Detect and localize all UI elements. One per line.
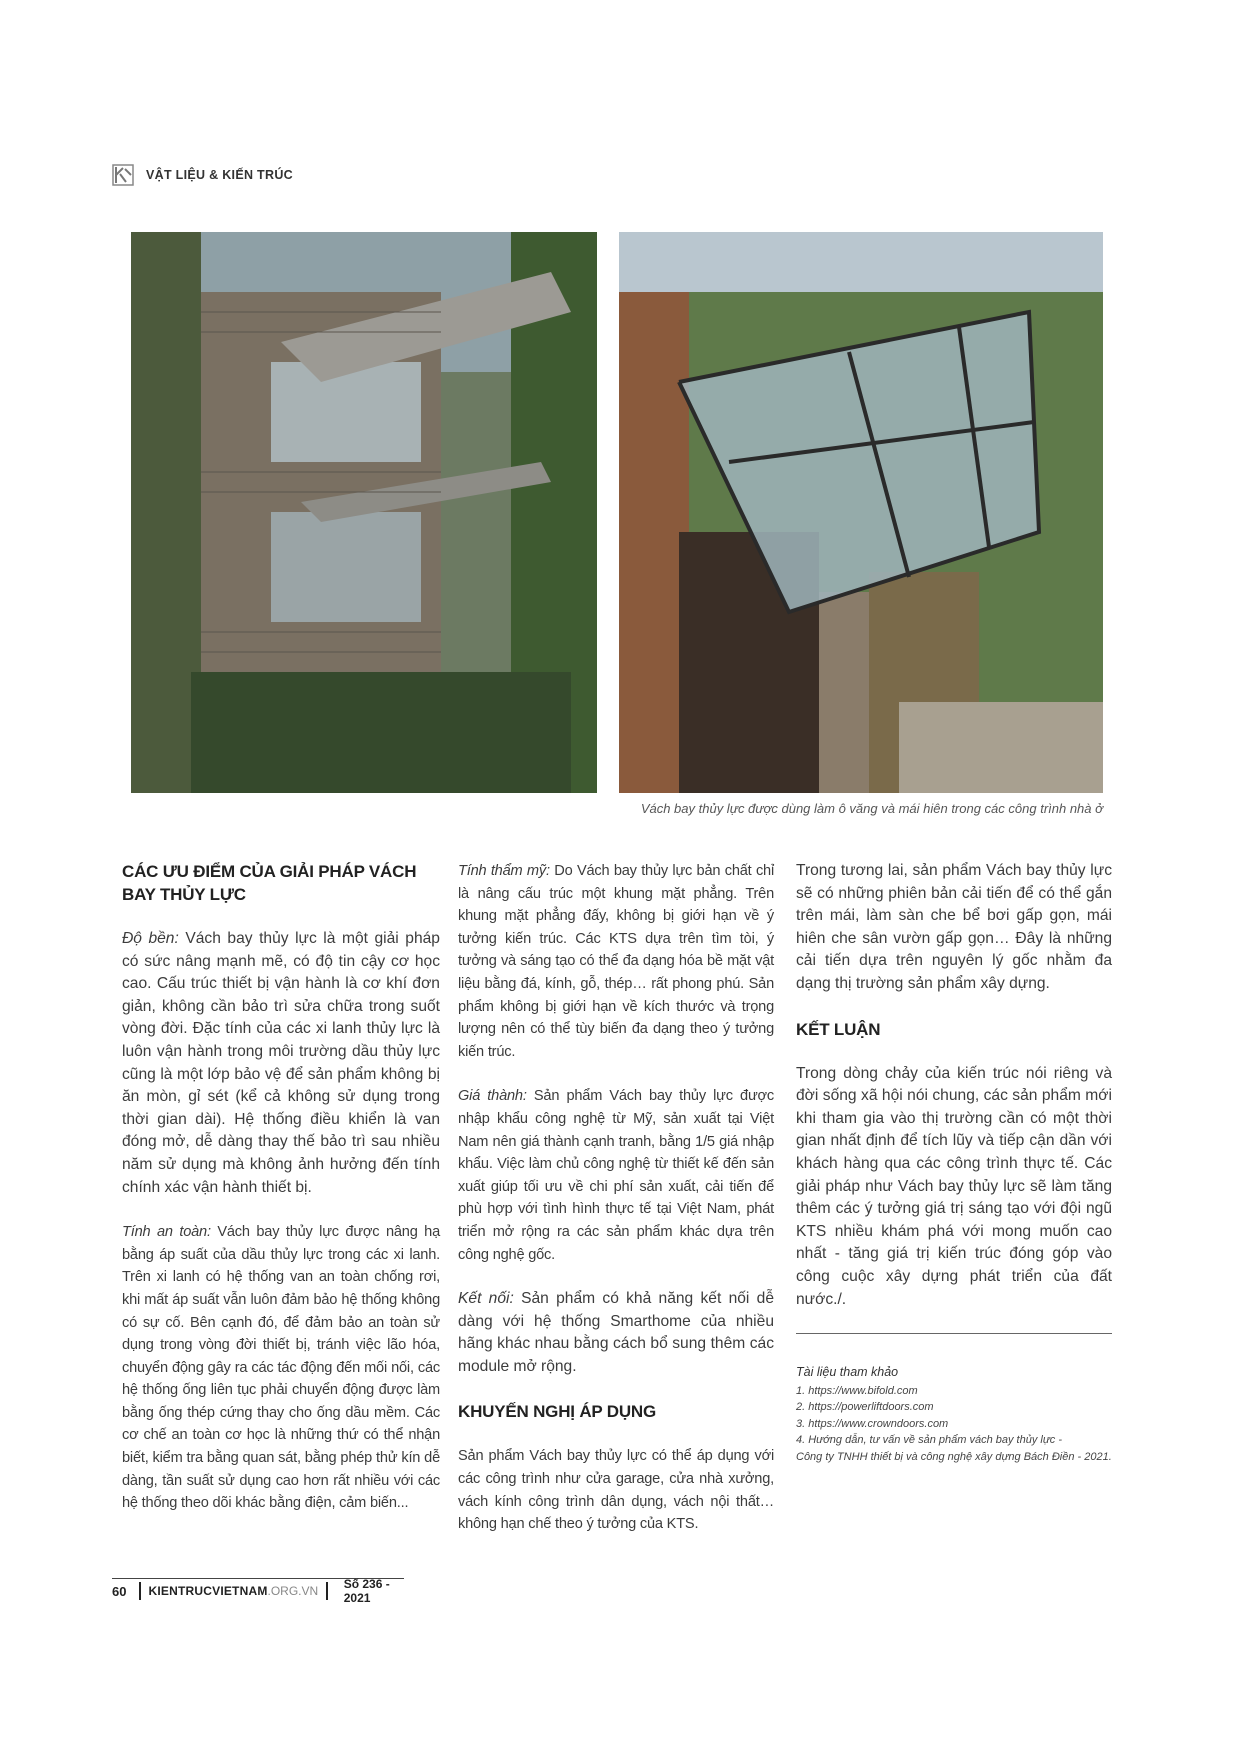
reference-item: Công ty TNHH thiết bị và công nghệ xây dựng Bách Điền - 2021.	[796, 1450, 1112, 1463]
aesthetics-label: Tính thẩm mỹ:	[458, 863, 550, 879]
references-title: Tài liệu tham khảo	[796, 1365, 899, 1380]
column-advantages	[122, 860, 440, 1537]
reference-item: 3. https://www.crowndoors.com	[796, 1417, 949, 1430]
aesthetics-paragraph	[458, 860, 774, 1063]
page-number: 60	[112, 1583, 127, 1599]
photo-caption: Vách bay thủy lực được dùng làm ô văng và mái hiên trong các công trình nhà ở	[640, 801, 1103, 816]
hydraulic-canopy-image	[619, 232, 1103, 793]
price-text: Sản phẩm Vách bay thủy lực được nhập khẩu công nghệ từ Mỹ, sản xuất tại Việt Nam nên giá thành cạnh tranh, bằng 1/5 giá nhập khẩu. Việc làm chủ công nghệ từ thiết kế đến sản xuất giúp tối ưu về chi phí sản xuất, cải tiến để phù hợp với tình hình thực tế tại Việt Nam, phát triển mở rộng ra các sản phẩm khác dựa trên công nghệ gốc.	[458, 1088, 774, 1263]
reference-item: 2. https://powerliftdoors.com	[796, 1401, 934, 1414]
building-louver-photo	[131, 232, 597, 793]
aesthetics-text: Do Vách bay thủy lực bản chất chỉ là nâng cấu trúc một khung mặt phẳng. Trên khung mặt phẳng đấy, không bị giới hạn về ý tưởng kiến trúc. Các KTS dựa trên tìm tòi, ý tưởng và sáng tạo có thể đa dạng hóa bề mặt vật liệu bằng đá, kính, gỗ, thép… rất phong phú. Sản phẩm không bị giới hạn về kích thước và trọng lượng nên có thể tùy biến đa dạng theo ý tưởng kiến trúc.	[458, 863, 774, 1060]
durability-label: Độ bền:	[122, 930, 179, 947]
references-list	[796, 1364, 1112, 1465]
issue-number: Số 236 - 2021	[343, 1577, 390, 1605]
references-divider	[796, 1333, 1112, 1334]
connectivity-text: Sản phẩm có khả năng kết nối dễ dàng với hệ thống Smarthome của nhiều hãng khác nhau bằng cách bổ sung thêm các module mở rộng.	[458, 1290, 774, 1375]
section-title: VẬT LIỆU & KIẾN TRÚC	[146, 168, 293, 182]
connectivity-paragraph	[458, 1288, 774, 1378]
column-aesthetics	[458, 860, 774, 1558]
durability-paragraph	[122, 928, 440, 1199]
recommendation-heading: KHUYẾN NGHỊ ÁP DỤNG	[458, 1402, 657, 1422]
recommendation-paragraph: Sản phẩm Vách bay thủy lực có thể áp dụng với các công trình như cửa garage, cửa nhà xưởng, vách kính công trình dân dụng, vách nội thất… không hạn chế theo ý tưởng của KTS.	[458, 1448, 774, 1533]
price-label: Giá thành:	[458, 1088, 527, 1105]
site-domain: .ORG.VN	[267, 1584, 319, 1598]
section-header	[112, 164, 293, 186]
safety-label: Tính an toàn:	[122, 1224, 211, 1241]
footer-separator	[326, 1582, 328, 1600]
conclusion-heading: KẾT LUẬN	[796, 1019, 881, 1039]
future-paragraph: Trong tương lai, sản phẩm Vách bay thủy lực sẽ có những phiên bản cải tiến để có thể gắn trên mái, làm sàn che bể bơi gấp gọn, mái hiên che sân vườn gấp gọn… Đây là những cải tiến dựa trên nguyên lý gốc nhằm đa dạng thị trường sản phẩm xây dựng.	[796, 862, 1112, 992]
site-name: KIENTRUCVIETNAM	[148, 1584, 268, 1598]
reference-item: 4. Hướng dẫn, tư vấn về sản phẩm vách bay thủy lực -	[796, 1434, 1063, 1447]
building-louver-image	[131, 232, 597, 793]
price-paragraph	[458, 1085, 774, 1266]
durability-text: Vách bay thủy lực là một giải pháp có sức nâng mạnh mẽ, có độ tin cậy cơ học cao. Cấu trúc thiết bị vận hành là cơ khí đơn giản, không cần bảo trì sửa chữa trong suốt vòng đời. Đặc tính của các xi lanh thủy lực là luôn vận hành trong môi trường dầu thủy lực cũng là một lớp bảo vệ để sản phẩm không bị ăn mòn, gỉ sét (kể cả không sử dụng trong thời gian dài). Hệ thống điều khiển là van đóng mở, dễ dàng thay thế bảo trì sau nhiều năm sử dụng mà không ảnh hưởng đến tính chính xác vận hành thiết bị.	[122, 930, 440, 1196]
safety-paragraph	[122, 1221, 440, 1515]
hydraulic-canopy-photo	[619, 232, 1103, 793]
reference-item: 1. https://www.bifold.com	[796, 1384, 918, 1397]
footer-separator	[139, 1582, 141, 1600]
connectivity-label: Kết nối:	[458, 1290, 514, 1308]
conclusion-paragraph: Trong dòng chảy của kiến trúc nói riêng và đời sống xã hội nói chung, các sản phẩm mới khi tham gia vào thị trường cần có một thời gian nhất định để tích lũy và tiếp cận dần với khách hàng qua các công trình thực tế. Các giải pháp như Vách bay thủy lực sẽ làm tăng thêm các ý tưởng giá trị sáng tạo với đội ngũ KTS nhiều khám phá với mong muốn cao nhất - tăng giá trị kiến trúc đóng góp vào công cuộc xây dựng phát triển của đất nước./.	[796, 1064, 1112, 1308]
magazine-logo-icon	[112, 164, 134, 186]
page-footer	[112, 1577, 402, 1605]
safety-text: Vách bay thủy lực được nâng hạ bằng áp suất của dầu thủy lực trong các xi lanh. Trên xi lanh có hệ thống van an toàn chống rơi, khi mất áp suất vẫn luôn đảm bảo hệ thống không có sự cố. Bên cạnh đó, để đảm bảo an toàn sử dụng trong vòng đời thiết bị, tránh việc lão hóa, chuyển động gây ra các tác động đến mối nối, các hệ thống ống liên tục phải chuyển động được làm bằng ống thép cứng thay cho ống dầu mềm. Các cơ chế an toàn cơ học là những thứ có thể nhận biết, kiểm tra bằng quan sát, bằng phép thử kín dễ dàng, tần suất sử dụng cao hơn rất nhiều với các hệ thống theo dõi khác bằng điện, cảm biến...	[122, 1224, 440, 1512]
advantages-heading: CÁC ƯU ĐIỂM CỦA GIẢI PHÁP VÁCH BAY THỦY LỰC	[122, 862, 417, 904]
column-conclusion	[796, 860, 1112, 1465]
